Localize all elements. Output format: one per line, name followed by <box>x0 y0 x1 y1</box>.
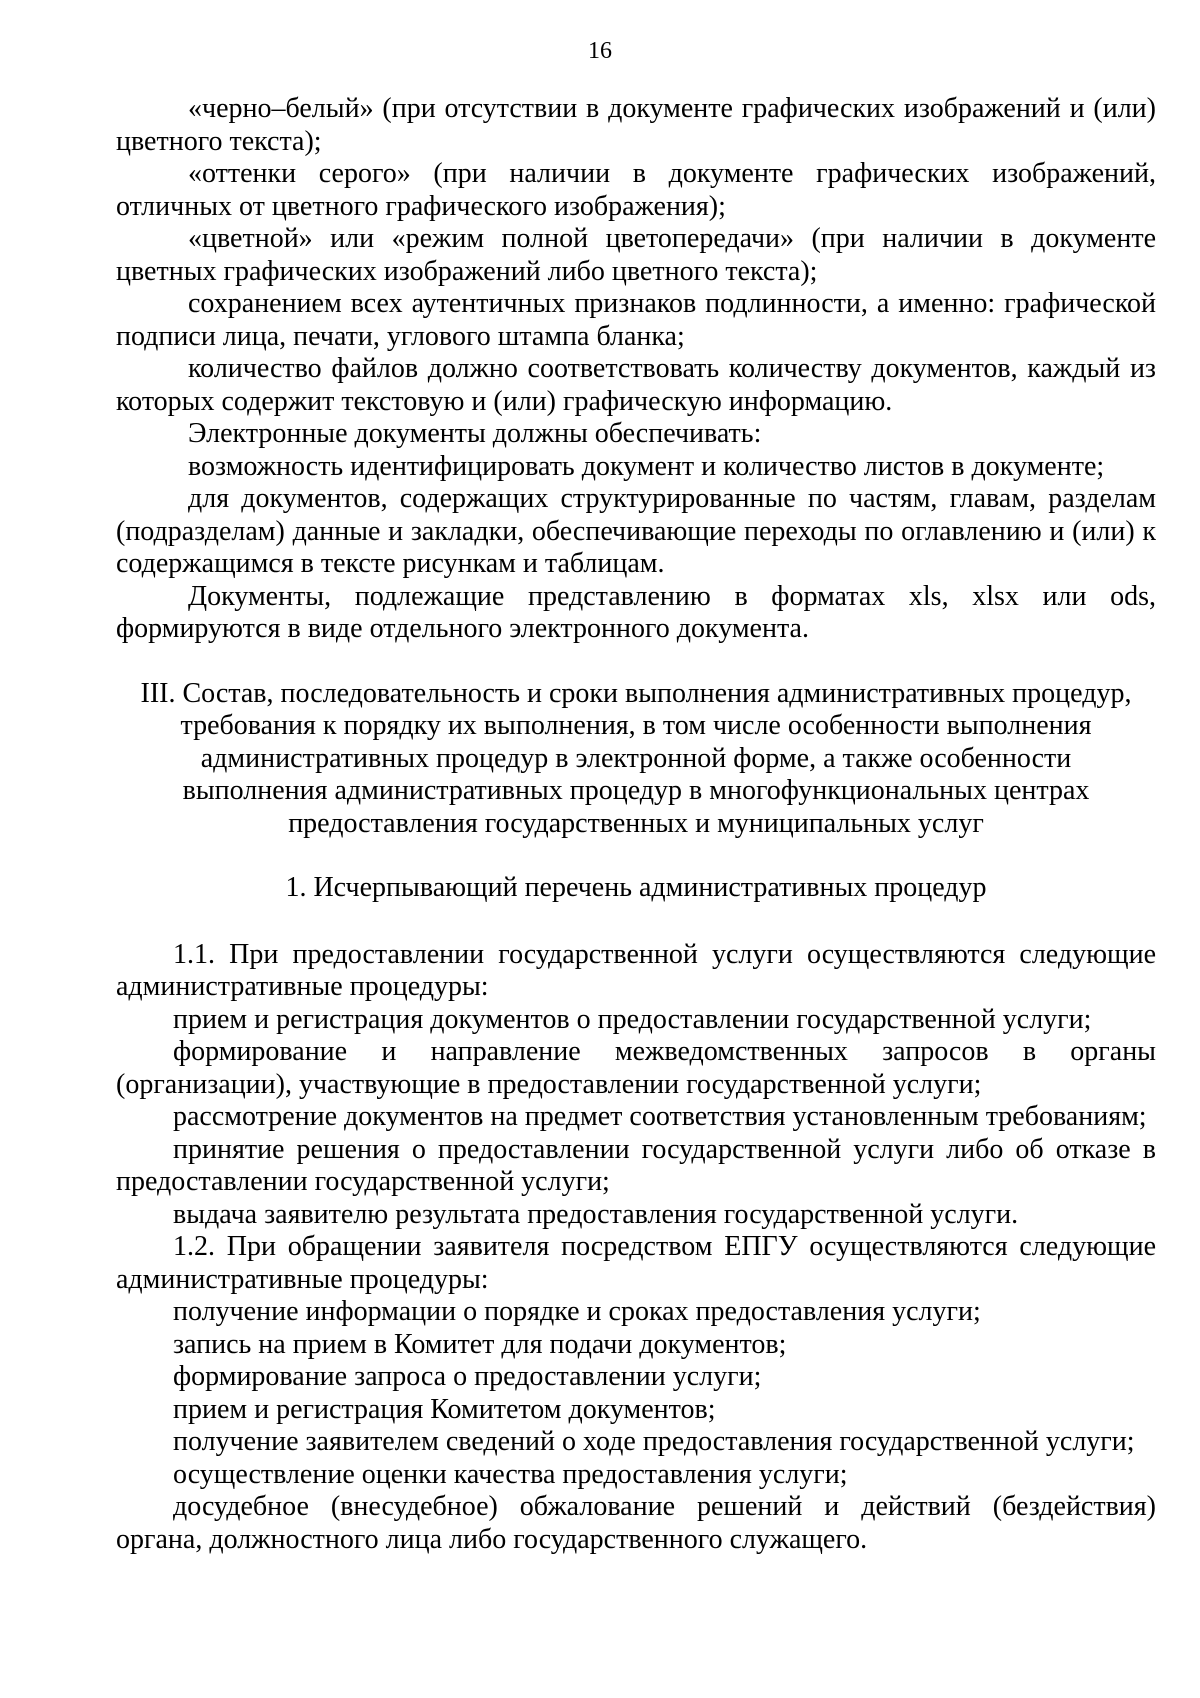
paragraph: 1.2. При обращении заявителя посредством ЕПГУ осуществляются следующие административные процедуры: <box>116 1231 1156 1295</box>
list-item: получение информации о порядке и сроках предоставления услуги; <box>173 1296 981 1327</box>
list-item: досудебное (внесудебное) обжалование решений и действий (бездействия) органа, должностного лица либо государственного служащего. <box>116 1491 1156 1555</box>
list-item: выдача заявителю результата предоставления государственной услуги. <box>173 1198 1019 1230</box>
paragraph: количество файлов должно соответствовать количеству документов, каждый из которых содержит текстовую и (или) графическую информацию. <box>116 353 1156 417</box>
spacer <box>116 840 1156 872</box>
paragraph: сохранением всех аутентичных признаков подлинности, а именно: графической подписи лица, печати, углового штампа бланка; <box>116 288 1156 352</box>
section-heading-line: требования к порядку их выполнения, в том числе особенности выполнения <box>180 710 1092 741</box>
list-item: формирование и направление межведомственных запросов в органы (организации), участвующие в предоставлении государственной услуги; <box>116 1036 1156 1100</box>
list-item: принятие решения о предоставлении государственной услуги либо об отказе в предоставлении государственной услуги; <box>116 1133 1156 1197</box>
subsection-heading: 1. Исчерпывающий перечень административных процедур <box>285 872 987 903</box>
page-number: 16 <box>588 38 612 64</box>
list-item: формирование запроса о предоставлении услуги; <box>173 1361 762 1392</box>
paragraph: возможность идентифицировать документ и количество листов в документе; <box>188 450 1105 482</box>
section-heading-line: III. Состав, последовательность и сроки выполнения административных процедур, <box>140 677 1132 709</box>
list-item: запись на прием в Комитет для подачи документов; <box>173 1328 787 1360</box>
paragraph: для документов, содержащих структурированные по частям, главам, разделам (подразделам) данные и закладки, обеспечивающие переходы по оглавлению и (или) к содержащимся в тексте рисункам и таблицам. <box>116 483 1156 579</box>
list-item: рассмотрение документов на предмет соответствия установленным требованиям; <box>173 1101 1147 1132</box>
section-heading-line: выполнения административных процедур в многофункциональных центрах <box>182 775 1090 806</box>
section-heading-line: предоставления государственных и муниципальных услуг <box>288 807 984 839</box>
paragraph: Электронные документы должны обеспечивать: <box>188 418 762 449</box>
paragraph: «черно–белый» (при отсутствии в документе графических изображений и (или) цветного текста); <box>116 93 1156 157</box>
paragraph: «цветной» или «режим полной цветопередачи» (при наличии в документе цветных графических изображений либо цветного текста); <box>116 223 1156 287</box>
document-body <box>116 93 1156 1556</box>
paragraph: Документы, подлежащие представлению в форматах xls, xlsx или ods, формируются в виде отдельного электронного документа. <box>116 580 1156 644</box>
list-item: осуществление оценки качества предоставления услуги; <box>173 1458 848 1490</box>
paragraph: 1.1. При предоставлении государственной услуги осуществляются следующие административные процедуры: <box>116 938 1156 1002</box>
spacer <box>116 905 1156 939</box>
section-heading <box>116 678 1156 841</box>
list-item: прием и регистрация документов о предоставлении государственной услуги; <box>173 1003 1092 1035</box>
list-item: прием и регистрация Комитетом документов; <box>173 1393 716 1425</box>
paragraph: «оттенки серого» (при наличии в документе графических изображений, отличных от цветного графического изображения); <box>116 158 1156 222</box>
spacer <box>116 646 1156 678</box>
section-heading-line: административных процедур в электронной форме, а также особенности <box>200 742 1072 774</box>
list-item: получение заявителем сведений о ходе предоставления государственной услуги; <box>173 1426 1135 1457</box>
